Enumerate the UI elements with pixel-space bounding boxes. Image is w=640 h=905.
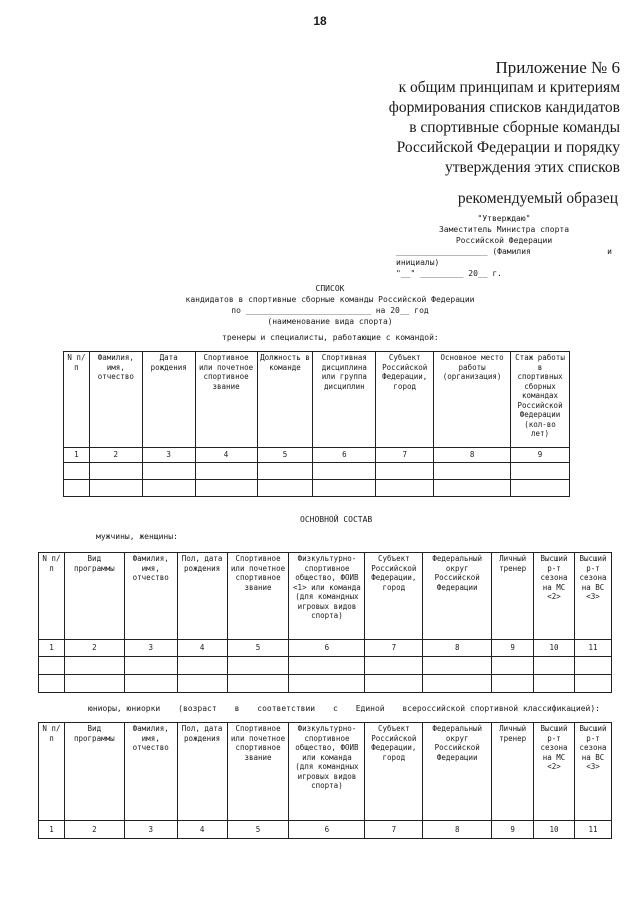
header-cell: Федеральный округ Российской Федерации [423, 553, 492, 640]
column-number: 8 [434, 448, 511, 463]
empty-cell [492, 657, 534, 675]
appendix-line: Приложение № 6 [495, 58, 620, 77]
page-number: 18 [313, 14, 327, 28]
header-cell: Должность в команде [257, 352, 313, 448]
column-number: 2 [64, 821, 124, 839]
column-number: 3 [142, 448, 195, 463]
header-cell: Личный тренер [492, 723, 534, 821]
column-number-row [39, 640, 612, 657]
header-cell: Вид программы [64, 723, 124, 821]
empty-cell [365, 675, 423, 693]
empty-cell [574, 675, 611, 693]
empty-cell [376, 463, 434, 480]
sport-caption: (наименование вида спорта) [267, 317, 393, 326]
column-number-row [64, 448, 570, 463]
header-cell: Пол, дата рождения [177, 723, 227, 821]
empty-cell [195, 480, 257, 497]
caption-word: соответствии [257, 704, 316, 713]
list-title [180, 283, 480, 327]
empty-cell [177, 657, 227, 675]
header-cell: Дата рождения [142, 352, 195, 448]
approval-date: "__" _________ 20__ г. [396, 269, 502, 278]
empty-cell [39, 675, 65, 693]
column-number: 7 [365, 640, 423, 657]
header-cell: Личный тренер [492, 553, 534, 640]
juniors-caption [88, 703, 600, 714]
column-number: 6 [313, 448, 376, 463]
column-number: 5 [227, 640, 289, 657]
column-number: 11 [574, 640, 611, 657]
header-cell: Физкультурно-спортивное общество, ФОИВ или команда (для командных игровых видов спорта) [289, 723, 365, 821]
name-field-and: и [607, 247, 612, 256]
empty-cell [64, 480, 90, 497]
sport-line: по __________________________ на 20__ год [231, 306, 429, 315]
approve-label: "Утверждаю" [477, 214, 531, 223]
main-squad-table [38, 552, 612, 693]
column-number-row [39, 821, 612, 839]
empty-cell [257, 463, 313, 480]
column-number: 1 [39, 640, 65, 657]
header-cell: Спортивное или почетное спортивное звание [227, 723, 289, 821]
empty-cell [177, 675, 227, 693]
column-number: 2 [89, 448, 142, 463]
empty-cell [574, 657, 611, 675]
appendix-line: в спортивные сборные команды [409, 119, 620, 136]
column-number: 1 [39, 821, 65, 839]
caption-word: с [332, 704, 338, 713]
header-cell: N п/п [39, 723, 65, 821]
approval-block [396, 213, 612, 279]
name-field: ___________________ (Фамилия [396, 247, 531, 256]
empty-cell [534, 657, 575, 675]
column-number: 6 [289, 821, 365, 839]
coaches-table [63, 351, 570, 497]
initials-label: инициалы) [396, 258, 440, 267]
empty-cell [365, 657, 423, 675]
appendix-line: утверждения этих списков [445, 159, 620, 176]
header-cell: Пол, дата рождения [177, 553, 227, 640]
list-subject: кандидатов в спортивные сборные команды Российской Федерации [185, 295, 475, 304]
approver-name-line [396, 246, 612, 257]
empty-cell [434, 480, 511, 497]
empty-cell [511, 480, 570, 497]
empty-cell [511, 463, 570, 480]
appendix-line: формирования списков кандидатов [388, 99, 620, 116]
header-cell: Основное место работы (организация) [434, 352, 511, 448]
column-number: 1 [64, 448, 90, 463]
juniors-table [38, 722, 612, 839]
caption-word: Единой [355, 704, 385, 713]
men-women-caption: мужчины, женщины: [96, 532, 178, 541]
header-cell: Высший р-т сезона на ВС <3> [574, 723, 611, 821]
header-cell: Фамилия, имя, отчество [124, 723, 177, 821]
empty-cell [142, 463, 195, 480]
empty-cell [64, 675, 124, 693]
approver-ministry: Российской Федерации [455, 236, 553, 245]
caption-word: в [234, 704, 240, 713]
table-row [64, 463, 570, 480]
table-header-row [39, 553, 612, 640]
column-number: 9 [492, 821, 534, 839]
column-number: 9 [511, 448, 570, 463]
column-number: 4 [177, 821, 227, 839]
header-cell: Высший р-т сезона на МС <2> [534, 723, 575, 821]
empty-cell [289, 657, 365, 675]
column-number: 10 [534, 640, 575, 657]
coaches-caption: тренеры и специалисты, работающие с командой: [222, 333, 439, 342]
juniors-label: юниоры, юниорки [88, 704, 161, 713]
empty-cell [64, 463, 90, 480]
header-cell: Высший р-т сезона на ВС <3> [574, 553, 611, 640]
empty-cell [227, 675, 289, 693]
column-number: 8 [423, 821, 492, 839]
empty-cell [289, 675, 365, 693]
header-cell: Фамилия, имя, отчество [89, 352, 142, 448]
header-cell: Спортивное или почетное спортивное звание [195, 352, 257, 448]
empty-cell [64, 657, 124, 675]
empty-cell [39, 657, 65, 675]
header-cell: Физкультурно-спортивное общество, ФОИВ <1> или команда (для командных игровых видов спорта) [289, 553, 365, 640]
table-row [39, 657, 612, 675]
column-number: 4 [195, 448, 257, 463]
empty-cell [534, 675, 575, 693]
column-number: 11 [574, 821, 611, 839]
header-cell: Вид программы [64, 553, 124, 640]
empty-cell [89, 480, 142, 497]
empty-cell [434, 463, 511, 480]
column-number: 8 [423, 640, 492, 657]
appendix-heading [320, 58, 620, 178]
header-cell: Спортивная дисциплина или группа дисциплин [313, 352, 376, 448]
header-cell: Субъект Российской Федерации, город [365, 723, 423, 821]
column-number: 9 [492, 640, 534, 657]
empty-cell [195, 463, 257, 480]
recommended-sample: рекомендуемый образец [457, 190, 618, 207]
empty-cell [313, 480, 376, 497]
header-cell: Субъект Российской Федерации, город [376, 352, 434, 448]
header-cell: Федеральный округ Российской Федерации [423, 723, 492, 821]
table-header-row [39, 723, 612, 821]
column-number: 2 [64, 640, 124, 657]
header-cell: Спортивное или почетное спортивное звание [227, 553, 289, 640]
empty-cell [492, 675, 534, 693]
empty-cell [376, 480, 434, 497]
table-header-row [64, 352, 570, 448]
appendix-line: к общим принципам и критериям [398, 79, 620, 96]
empty-cell [124, 657, 177, 675]
column-number: 5 [257, 448, 313, 463]
empty-cell [142, 480, 195, 497]
caption-word: всероссийской спортивной классификацией): [402, 704, 600, 713]
header-cell: Высший р-т сезона на МС <2> [534, 553, 575, 640]
empty-cell [124, 675, 177, 693]
table-row [39, 675, 612, 693]
empty-cell [313, 463, 376, 480]
appendix-line: Российской Федерации и порядку [396, 139, 620, 156]
empty-cell [423, 675, 492, 693]
column-number: 4 [177, 640, 227, 657]
empty-cell [89, 463, 142, 480]
column-number: 10 [534, 821, 575, 839]
main-squad-heading: ОСНОВНОЙ СОСТАВ [300, 515, 373, 524]
column-number: 7 [376, 448, 434, 463]
header-cell: N п/п [64, 352, 90, 448]
header-cell: N п/п [39, 553, 65, 640]
empty-cell [257, 480, 313, 497]
empty-cell [227, 657, 289, 675]
column-number: 6 [289, 640, 365, 657]
column-number: 5 [227, 821, 289, 839]
header-cell: Фамилия, имя, отчество [124, 553, 177, 640]
column-number: 3 [124, 640, 177, 657]
header-cell: Стаж работы в спортивных сборных командах Российской Федерации (кол-во лет) [511, 352, 570, 448]
empty-cell [423, 657, 492, 675]
table-row [64, 480, 570, 497]
caption-word: (возраст [178, 704, 217, 713]
approver-position: Заместитель Министра спорта [438, 225, 570, 234]
column-number: 3 [124, 821, 177, 839]
list-word: СПИСОК [315, 284, 345, 293]
column-number: 7 [365, 821, 423, 839]
header-cell: Субъект Российской Федерации, город [365, 553, 423, 640]
